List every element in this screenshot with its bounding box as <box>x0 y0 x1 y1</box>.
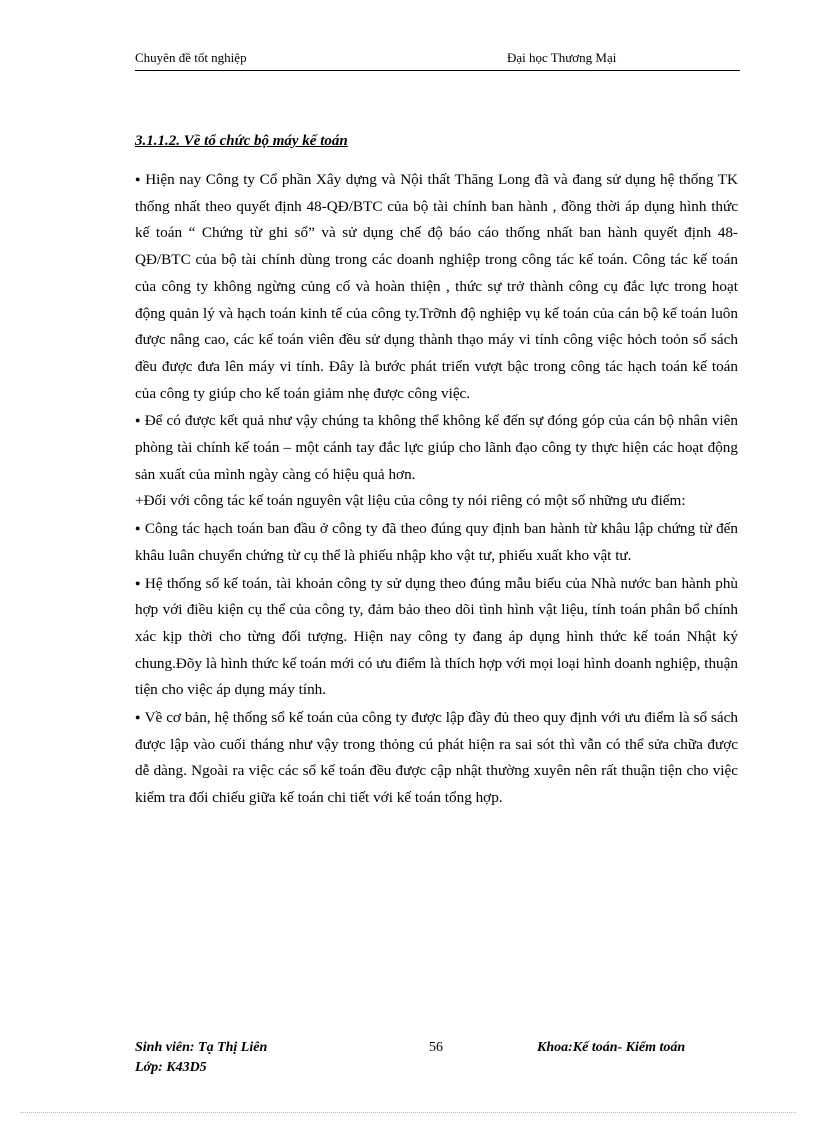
footer-faculty-label: Khoa:Kế toán- Kiểm toán <box>537 1040 686 1055</box>
paragraph <box>135 704 738 812</box>
section-title: 3.1.1.2. Về tổ chức bộ máy kế toán <box>135 133 348 149</box>
paragraph <box>135 166 738 407</box>
paragraph-text: Để có được kết quả như vậy chúng ta không thể không kể đến sự đóng góp của cán bộ nhân viên phòng tài chính kế toán – một cánh tay đắc lực giúp cho lãnh đạo công ty thực hiện các hoạt động sản xuất của mình ngày càng có hiệu quả hơn. <box>135 412 738 483</box>
paragraph-text: Hiện nay Công ty Cổ phần Xây dựng và Nội thất Thăng Long đã và đang sử dụng hệ thống TK thống nhất theo quyết định 48-QĐ/BTC của bộ tài chính ban hành , đồng thời áp dụng hình thức kế toán “ Chứng từ ghi sổ” và sử dụng chế độ báo cáo thống nhất ban hành quyết định 48-QĐ/BTC của bộ tài chính dùng trong các doanh nghiệp trong công tác kế toán. Công tác kế toán của công ty không ngừng củng cố và hoàn thiện , thức sự trở thành công cụ đắc lực trong hoạt động quản lý và hạch toán kinh tế của công ty.Trỡnh độ nghiệp vụ kế toán của cán bộ kế toán luôn được nâng cao, các kế toán viên đều sử dụng thành thạo máy vi tính công việc hỏch toỏn sổ sách đều được đưa lên máy vi tính. Đây là bước phát triển vượt bậc trong công tác hạch toán kế toán của công ty giúp cho kế toán giảm nhẹ được công việc. <box>135 171 739 402</box>
footer-student-name: Sinh viên: Tạ Thị Liên <box>135 1040 268 1055</box>
page-header <box>135 50 740 71</box>
paragraph <box>135 515 738 569</box>
page-footer <box>135 1040 740 1080</box>
header-thesis-label: Chuyên đề tốt nghiệp <box>135 50 247 65</box>
paragraph-text: Hệ thống sổ kế toán, tài khoản công ty sử dụng theo đúng mẫu biểu của Nhà nước ban hành phù hợp với điều kiện cụ thể của công ty, đảm bảo theo dõi tình hình vật liệu, tính toán phân bổ chính xác kịp thời cho từng đối tượng. Hiện nay công ty đang áp dụng hình thức kế toán Nhật ký chung.Đõy là hình thức kế toán mới có ưu điểm là thích hợp với mọi loại hình doanh nghiệp, thuận tiện cho việc áp dụng máy tính. <box>135 574 739 699</box>
bullet-icon: ● <box>135 712 141 723</box>
document-body <box>135 166 738 812</box>
header-university-label: Đại học Thương Mại <box>507 50 617 65</box>
paragraph-text: Công tác hạch toán ban đầu ở công ty đã theo đúng quy định ban hành từ khâu lập chứng từ đến khâu luân chuyển chứng từ cụ thể là phiếu nhập kho vật tư, phiếu xuất kho vật tư. <box>135 520 739 564</box>
paragraph <box>135 570 738 705</box>
bullet-icon: ● <box>135 577 141 588</box>
page-bottom-divider <box>20 1112 796 1113</box>
paragraph <box>135 407 738 488</box>
footer-class-label: Lớp: K43D5 <box>135 1060 207 1075</box>
paragraph <box>135 488 738 515</box>
bullet-icon: ● <box>135 415 141 426</box>
page-number: 56 <box>429 1040 443 1055</box>
bullet-icon: ● <box>135 523 141 534</box>
bullet-icon: ● <box>135 174 142 184</box>
paragraph-text: Về cơ bản, hệ thống sổ kế toán của công ty được lập đầy đủ theo quy định với ưu điểm là sổ sách được lập vào cuối tháng như vậy trong thỏng cú phát hiện ra sai sót thì vẫn có thể sửa chữa được dễ dàng. Ngoài ra việc các sổ kế toán đều được cập nhật thường xuyên nên rất thuận tiện cho việc kiểm tra đối chiếu giữa kế toán chi tiết với kế toán tổng hợp. <box>135 709 738 807</box>
paragraph-text: +Đối với công tác kế toán nguyên vật liệu của công ty nói riêng có một số những ưu điểm: <box>135 492 686 510</box>
